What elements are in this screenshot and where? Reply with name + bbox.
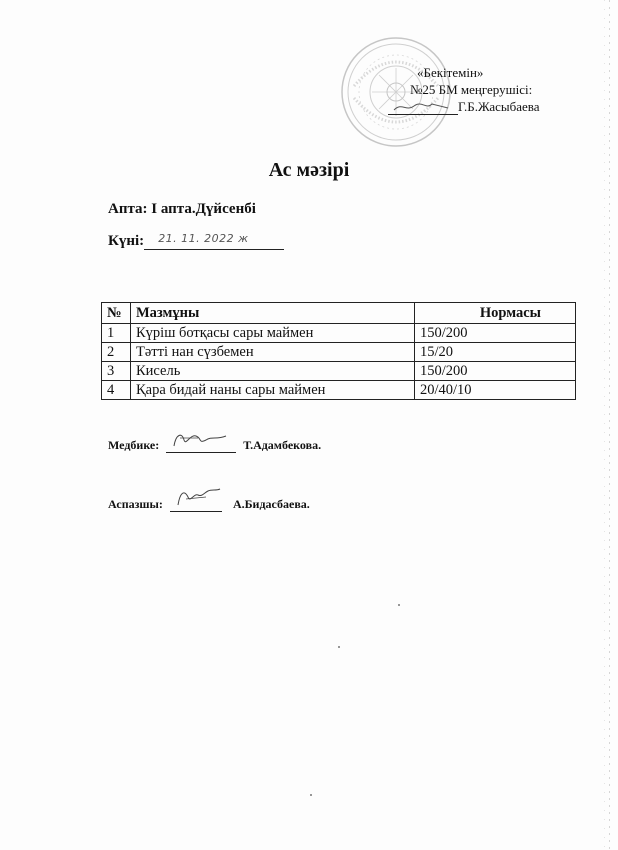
row-dish: Қара бидай наны сары маймен <box>131 381 415 400</box>
cook-signature-row <box>108 497 310 512</box>
head-signature-line <box>388 100 458 115</box>
row-norm: 150/200 <box>415 324 576 343</box>
date-handwritten: 21. 11. 2022 ж <box>158 232 249 245</box>
table-row <box>102 381 576 400</box>
row-dish: Кисель <box>131 362 415 381</box>
header-number: № <box>102 303 131 324</box>
scan-speck <box>310 794 312 796</box>
scan-edge-line-2 <box>604 0 605 850</box>
row-number: 2 <box>102 343 131 362</box>
cook-signature-line <box>170 497 222 512</box>
row-dish: Тәтті нан сүзбемен <box>131 343 415 362</box>
approval-signature-row <box>388 98 540 115</box>
page-title: Ас мәзірі <box>268 159 350 181</box>
row-norm: 20/40/10 <box>415 381 576 400</box>
nurse-signature-line <box>166 438 236 453</box>
nurse-signature-row <box>108 438 321 453</box>
row-norm: 15/20 <box>415 343 576 362</box>
cook-signature-icon <box>172 485 224 509</box>
nurse-name: Т.Адамбекова. <box>243 438 322 452</box>
head-signature-icon <box>392 100 452 114</box>
date-row <box>108 233 284 250</box>
row-number: 3 <box>102 362 131 381</box>
scan-edge-line <box>609 0 610 850</box>
cook-label: Аспазшы: <box>108 497 163 511</box>
table-row <box>102 343 576 362</box>
approval-block <box>410 64 540 115</box>
cook-name: А.Бидасбаева. <box>232 497 310 511</box>
nurse-label: Медбике: <box>108 438 160 452</box>
header-norm: Нормасы <box>415 303 576 324</box>
nurse-signature-icon <box>168 430 234 450</box>
header-content: Мазмұны <box>131 303 415 324</box>
row-number: 4 <box>102 381 131 400</box>
row-number: 1 <box>102 324 131 343</box>
approval-title: «Бекітемін» <box>417 65 484 80</box>
approval-position: №25 БМ меңгерушісі: <box>410 82 533 97</box>
menu-table <box>101 302 576 400</box>
date-field <box>144 233 284 250</box>
week-label: Апта: І апта.Дүйсенбі <box>108 201 256 217</box>
row-norm: 150/200 <box>415 362 576 381</box>
table-row <box>102 324 576 343</box>
scan-speck <box>398 604 400 606</box>
scan-speck <box>338 646 340 648</box>
date-label: Күні: <box>108 233 145 249</box>
table-row <box>102 362 576 381</box>
head-name: Г.Б.Жасыбаева <box>458 99 540 114</box>
row-dish: Күріш ботқасы сары маймен <box>131 324 415 343</box>
table-header-row <box>102 303 576 324</box>
